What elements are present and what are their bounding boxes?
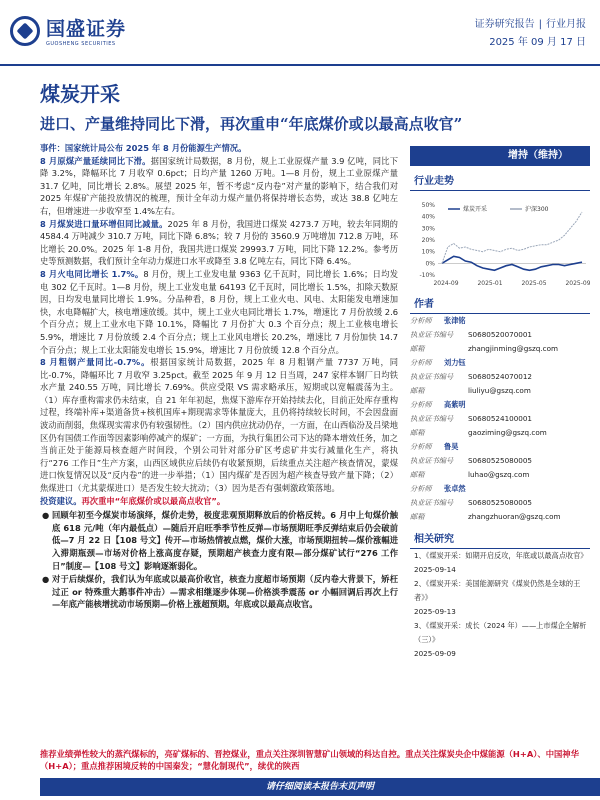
author-value: S0680524100001 — [468, 414, 533, 423]
header-divider — [0, 64, 600, 66]
author-label: 分析师 — [410, 484, 432, 493]
y-tick-label: 10% — [421, 248, 435, 256]
y-tick-label: 50% — [421, 202, 435, 209]
author-row — [410, 384, 590, 398]
x-tick-label: 2024-09 — [433, 280, 459, 287]
author-label: 执业证书编号 — [410, 498, 454, 507]
related-item-title[interactable]: 3、《煤炭开采：成长（2024 年）——上市煤企全解析（三）》 — [414, 621, 587, 644]
y-tick-label: 40% — [421, 213, 435, 221]
author-label: 执业证书编号 — [410, 456, 454, 465]
author-list — [410, 314, 590, 524]
advice-paragraph: 投资建议。再次重申“年底煤价或以最高点收官”。 — [40, 495, 226, 506]
author-value: S0680524070012 — [468, 372, 533, 381]
author-value: 刘力钰 — [444, 358, 466, 367]
logo-english: GUOSHENG SECURITIES — [46, 41, 116, 47]
x-tick-label: 2025-09 — [565, 280, 590, 287]
section-paragraph: 8 月粗钢产量同比-0.7%。根据国家统计局数据，2025 年 8 月粗钢产量 7737 万吨，同比-0.7%，降幅环比 7 月收窄 3.25pct。截至 2025 年 9 月 12 日当周，247 家样本钢厂日均铁水产量 240.55 万吨，同比增长 7.69%。供应受限 VS 需求略承压，短期或以宽幅震荡为主。（1）库存重构需求仍未结束，自 21 年年初起，焦煤下游库存开始持续去化，目前正处库存重构过程，终端补库+渠道备货+核机国库+期现需求等体量庞大，且仍将持续较长时间，不会因盘面波动而削弱，焦煤现实需求仍有较强韧性。（2）国内供应扰动仍存，一方面，在山西临汾及吕梁地区仍有国债工作面等因素影响停减产的煤矿；一方面，为执行集团公司下达的降本增效任务，加之当前正处于能源局核查超产时间段，个别公司针对部分矿区考虑矿井实行减量化生产，将执行“276 工作日”生产方案，山西区域供应后续仍有收紧预期，后续重点关注超产核查情况，蒙煤进口恢复情况以及“反内卷”的进一步举措；（1）国内煤矿是否因为超产核查导致产量下降；（2）焦煤进口（尤其蒙煤进口）是否发生较大扰动；（3）因为是否有强刺激政策落地。 — [40, 357, 398, 494]
author-row — [410, 426, 590, 440]
related-item-date: 2025-09-13 — [414, 607, 456, 616]
author-row — [410, 454, 590, 468]
author-row — [410, 314, 590, 328]
author-value: 张津铭 — [444, 316, 466, 325]
main-content — [40, 142, 398, 612]
author-row — [410, 342, 590, 356]
related-item-date: 2025-09-09 — [414, 649, 456, 658]
author-value: 鲁昊 — [444, 442, 459, 451]
author-value[interactable]: liuliyu@gszq.com — [468, 386, 531, 395]
author-row — [410, 398, 590, 412]
logo-name: 国盛证券 — [46, 18, 127, 40]
bullet-icon: ● — [42, 510, 50, 521]
author-row — [410, 440, 590, 454]
author-value[interactable]: luhao@gszq.com — [468, 470, 530, 479]
author-row — [410, 482, 590, 496]
x-tick-label: 2025-05 — [521, 280, 547, 287]
related-list — [410, 549, 590, 661]
related-title: 相关研究 — [410, 524, 590, 549]
y-tick-label: 20% — [421, 237, 435, 244]
author-label: 邮箱 — [410, 428, 425, 437]
recommendation-text: 推荐业绩弹性较大的蒸汽煤标的，亮矿煤标的、晋控煤业，重点关注深圳智慧矿山领域的科达自控。重点关注煤炭央企中煤能源（H+A）、中国神华（H+A）；重点推荐困境反转的中国秦发；“慧化制现代”，续优的陕西 — [40, 749, 579, 772]
author-label: 邮箱 — [410, 470, 425, 479]
report-meta: 证券研究报告 | 行业月报 2025 年 09 月 17 日 — [475, 16, 586, 52]
author-row — [410, 412, 590, 426]
related-item-date: 2025-09-14 — [414, 565, 456, 574]
author-row — [410, 496, 590, 510]
bullet-list — [40, 509, 398, 611]
author-label: 邮箱 — [410, 386, 425, 395]
sidebar — [410, 146, 590, 661]
author-value[interactable]: zhangjinming@gszq.com — [468, 344, 558, 353]
series-line-1 — [442, 212, 582, 263]
section-paragraph: 8 月煤炭进口量环增但同比减量。2025 年 8 月份，我国进口煤炭 4273.7 万吨，较去年同期的 4584.4 万吨减少 310.7 万吨，同比下降 6.8%；较 7 月份的 3560.9 万吨增加 712.8 万吨，环比增长 20.0%。2025 年 1-8 月份，我国共进口煤炭 29993.7 万吨，同比下降 12.2%。参考历史等预测数据，我们预计全年动力煤进口水平或降至 3.8 亿吨左右，同比下降 6.4%。 — [40, 218, 398, 267]
logo-icon — [10, 16, 40, 46]
y-tick-label: -10% — [419, 272, 435, 279]
author-label: 执业证书编号 — [410, 414, 454, 423]
author-label: 分析师 — [410, 442, 432, 451]
related-item-title[interactable]: 1、《煤炭开采：如期开启反攻，年底或以最高点收官》 — [414, 551, 588, 560]
author-value[interactable]: zhangzhuoran@gszq.com — [468, 512, 561, 521]
author-label: 邮箱 — [410, 512, 425, 521]
author-label: 分析师 — [410, 400, 432, 409]
y-tick-label: 0% — [425, 260, 435, 268]
author-label: 邮箱 — [410, 344, 425, 353]
author-row — [410, 328, 590, 342]
report-subtype: 行业月报 — [546, 19, 586, 30]
author-label: 执业证书编号 — [410, 372, 454, 381]
company-logo — [10, 14, 126, 47]
author-value[interactable]: gaoziming@gszq.com — [468, 428, 547, 437]
related-item-title[interactable]: 2、《煤炭开采：美国能源研究《煤炭仍然是全球的王者》》 — [414, 579, 581, 602]
industry-name: 煤炭开采 — [40, 82, 120, 106]
report-title: 进口、产量维持同比下滑，再次重申“年底煤价或以最高点收官” — [40, 115, 463, 133]
author-row — [410, 510, 590, 524]
page-footer — [0, 774, 600, 800]
authors-title: 作者 — [410, 289, 590, 314]
section-paragraph: 8 月原煤产量延续同比下滑。据国家统计局数据，8 月份，规上工业原煤产量 3.9 亿吨，同比下降 3.2%，降幅环比 7 月收窄 0.6pct；日均产量 1260 万吨。1—8 月份，规上工业原煤产量 31.7 亿吨，同比增长 2.8%。展望 2025 年，暂不考虑“反内卷”对产量的影响下，结合我们对 2025 年煤矿产能投放情况的梳理，预计全年动力煤产量仍将保持增长态势，或达 38.8 亿吨左右，但增速进一步收窄至 1.4%左右。 — [40, 155, 398, 216]
report-type: 证券研究报告 — [474, 19, 535, 30]
author-value: S0680525080005 — [468, 498, 533, 507]
author-row — [410, 468, 590, 482]
trend-title: 行业走势 — [410, 166, 590, 191]
bullet-icon: ● — [42, 574, 50, 585]
author-value: 张卓然 — [444, 484, 466, 493]
author-label: 分析师 — [410, 358, 432, 367]
author-row — [410, 370, 590, 384]
author-value: 高紫明 — [444, 400, 466, 409]
legend-label: 煤炭开采 — [463, 206, 488, 213]
x-tick-label: 2025-01 — [477, 280, 503, 287]
trend-chart — [410, 195, 590, 289]
list-item: ● 对于后续煤价，我们认为年底或以最高价收官，核查力度超市场预期（反内卷大背景下，矫枉过正 or 特殊重大鹅事件冲击）—需求相继逐步体现—价格淡季震荡 or 小幅回调后再次上行—年底产能核增扰动市场预期—价格上涨超预期。年底或以最高点收官。 — [42, 574, 398, 610]
section-paragraph: 8 月火电同比增长 1.7%。8 月份，规上工业发电量 9363 亿千瓦时，同比增长 1.6%；日均发电 302 亿千瓦时。1—8 月份，规上工业发电量 64193 亿千瓦时，同比增长 1.5%，扣除天数原因，日均发电量同比增长 1.9%。分品种看，8 月份，规上工业火电、风电、太阳能发电增速加快，水电降幅扩大，核电增速放缓。其中，规上工业火电同比增长 1.7%，增速比 7 月份放缓 2.6 个百分点；规上工业水电下降 10.1%，降幅比 7 月份扩大 0.3 个百分点；规上工业核电增长 5.9%，增速比 7 月份放缓 2.4 个百分点；规上工业风电增长 20.2%，增速比 7 月份加快 14.7 个百分点；规上工业太阳能发电增长 15.9%，增速比 7 月份放缓 12.8 个百分点。 — [40, 268, 399, 355]
report-date: 2025 年 09 月 17 日 — [489, 37, 586, 48]
author-value: S0680525080005 — [468, 456, 533, 465]
event-paragraph: 事件：国家统计局公布 2025 年 8 月份能源生产情况。 — [40, 143, 247, 153]
trend-chart-svg — [410, 195, 590, 289]
list-item: ● 回顾年初至今煤炭市场演绎，煤价走势，极度悲观预期释放后的价格反转。6 月中上旬煤价触底 618 元/吨（年内最低点）—随后开启旺季季节性反弹—市场预期旺季反弹结束后仍会破前低—7 月 22 日【108 号文】传开—市场热情被点燃，煤价大涨，市场预期扭转—煤价涨幅进入滞期瓶颈—市场对价格上涨高度存疑，预期超产核查力度有限—部分煤矿试行“276 工作日”制度—【108 号文】影响逐渐弱化。 — [42, 510, 398, 571]
rating-badge: 增持（维持） — [410, 146, 590, 166]
author-label: 分析师 — [410, 316, 432, 325]
author-value: S0680520070001 — [468, 330, 533, 339]
author-row — [410, 356, 590, 370]
footer-disclaimer: 请仔细阅读本报告末页声明 — [40, 778, 600, 796]
author-label: 执业证书编号 — [410, 330, 454, 339]
y-tick-label: 30% — [421, 225, 435, 233]
legend-label: 沪深300 — [525, 206, 549, 213]
report-header — [0, 0, 600, 64]
